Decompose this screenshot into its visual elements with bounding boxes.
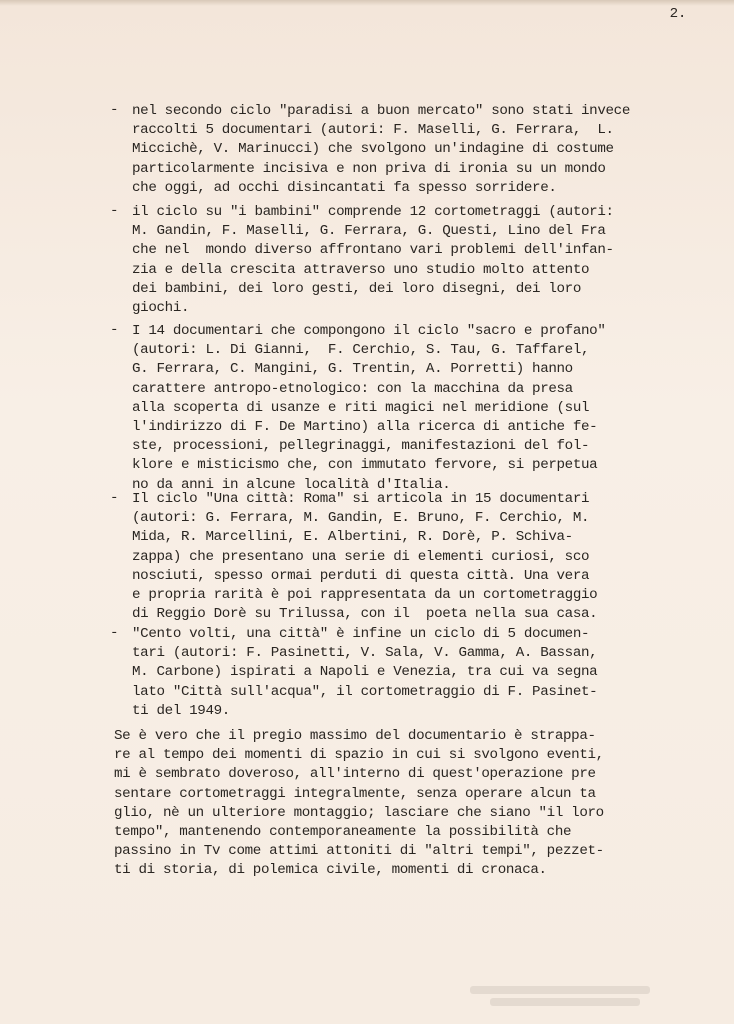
bullet-dash: -: [110, 203, 119, 219]
text-line: dei bambini, dei loro gesti, dei loro disegni, dei loro: [132, 280, 582, 297]
text-line: nel secondo ciclo "paradisi a buon mercato" sono stati invece: [132, 103, 630, 119]
faded-stamp-mark: [470, 986, 670, 1008]
text-line: tari (autori: F. Pasinetti, V. Sala, V. Gamma, A. Bassan,: [132, 645, 598, 662]
text-line: ti di storia, di polemica civile, momenti di cronaca.: [114, 862, 547, 879]
text-line: Miccichè, V. Marinucci) che svolgono un'indagine di costume: [132, 141, 614, 158]
text-line: zia e della crescita attraverso uno studio molto attento: [132, 261, 590, 278]
text-line: M. Carbone) ispirati a Napoli e Venezia, tra cui va segna: [132, 664, 598, 681]
text-line: ti del 1949.: [132, 702, 230, 719]
text-line: il ciclo su "i bambini" comprende 12 cortometraggi (autori:: [132, 204, 614, 220]
text-line: che nel mondo diverso affrontano vari problemi dell'infan-: [132, 242, 614, 259]
closing-paragraph: [114, 727, 694, 881]
text-line: re al tempo dei momenti di spazio in cui si svolgono eventi,: [114, 747, 604, 764]
paper-top-edge: [0, 0, 734, 6]
text-line: no da anni in alcune località d'Italia.: [132, 476, 451, 493]
text-line: Mida, R. Marcellini, E. Albertini, R. Dorè, P. Schiva-: [132, 529, 573, 546]
text-line: giochi.: [132, 299, 190, 316]
bullet-dash: -: [110, 490, 119, 506]
text-line: mi è sembrato doveroso, all'interno di quest'operazione pre: [114, 766, 596, 783]
text-line: (autori: G. Ferrara, M. Gandin, E. Bruno, F. Cerchio, M.: [132, 510, 590, 527]
text-line: particolarmente incisiva e non priva di ironia su un mondo: [132, 160, 606, 177]
text-line: carattere antropo-etnologico: con la macchina da presa: [132, 380, 573, 397]
text-line: Il ciclo "Una città: Roma" si articola in 15 documentari: [132, 491, 590, 507]
bullet-dash: -: [110, 102, 119, 118]
bullet-dash: -: [110, 322, 119, 338]
text-line: nosciuti, spesso ormai perduti di questa città. Una vera: [132, 567, 590, 584]
bullet-dash: -: [110, 625, 119, 641]
text-line: l'indirizzo di F. De Martino) alla ricerca di antiche fe-: [132, 418, 598, 435]
text-line: raccolti 5 documentari (autori: F. Maselli, G. Ferrara, L.: [132, 122, 614, 139]
text-line: passino in Tv come attimi attoniti di "altri tempi", pezzet-: [114, 843, 604, 860]
page-number: 2.: [669, 6, 686, 22]
text-line: glio, nè un ulteriore montaggio; lasciare che siano "il loro: [114, 804, 604, 821]
text-line: G. Ferrara, C. Mangini, G. Trentin, A. Porretti) hanno: [132, 361, 573, 378]
text-line: alla scoperta di usanze e riti magici nel meridione (sul: [132, 399, 590, 416]
text-line: I 14 documentari che compongono il ciclo "sacro e profano": [132, 323, 606, 339]
text-line: (autori: L. Di Gianni, F. Cerchio, S. Tau, G. Taffarel,: [132, 342, 590, 359]
text-line: e propria rarità è poi rappresentata da un cortometraggio: [132, 586, 598, 603]
text-line: sentare cortometraggi integralmente, senza operare alcun ta: [114, 785, 596, 802]
text-line: Se è vero che il pregio massimo del documentario è strappa-: [114, 728, 596, 744]
text-line: zappa) che presentano una serie di elementi curiosi, sco: [132, 548, 590, 565]
text-line: lato "Città sull'acqua", il cortometraggio di F. Pasinet-: [132, 683, 598, 700]
text-line: tempo", mantenendo contemporaneamente la possibilità che: [114, 823, 572, 840]
text-line: M. Gandin, F. Maselli, G. Ferrara, G. Questi, Lino del Fra: [132, 223, 606, 240]
text-line: ste, processioni, pellegrinaggi, manifestazioni del fol-: [132, 438, 590, 455]
text-line: "Cento volti, una città" è infine un ciclo di 5 documen-: [132, 626, 590, 642]
text-line: di Reggio Dorè su Trilussa, con il poeta nella sua casa.: [132, 606, 598, 623]
text-line: che oggi, ad occhi disincantati fa spesso sorridere.: [132, 179, 557, 196]
text-line: klore e misticismo che, con immutato fervore, si perpetua: [132, 457, 598, 474]
